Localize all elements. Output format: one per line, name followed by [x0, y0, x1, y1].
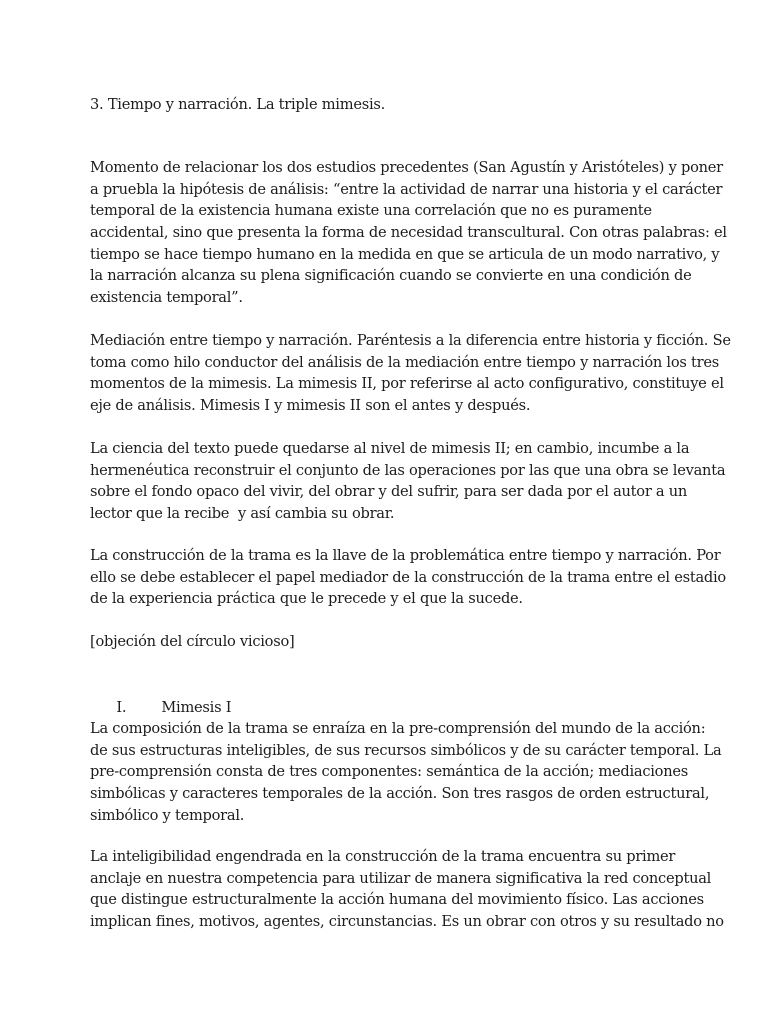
paragraph-line: existencia temporal”.: [90, 289, 243, 307]
section-paragraph-1: [90, 718, 722, 826]
paragraph-line: a prueblа la hipótesis de análisis: “entre la actividad de narrar una historia y el carácter: [90, 180, 723, 198]
paragraph-line: momentos de la mimesis. La mimesis II, por referirse al acto configurativo, constituye el: [90, 375, 724, 393]
paragraph-line: temporal de la existencia humana existe una correlación que no es puramente: [90, 202, 652, 220]
paragraph-line: toma como hilo conductor del análisis de la mediación entre tiempo y narración los tres: [90, 353, 719, 371]
paragraph-2: [90, 330, 731, 417]
paragraph-line: pre-comprensión consta de tres componentes: semántica de la acción; mediaciones: [90, 763, 688, 781]
paragraph-line: que distingue estructuralmente la acción humana del movimiento físico. Las acciones: [90, 891, 704, 909]
paragraph-line: Momento de relacionar los dos estudios precedentes (San Agustín y Aristóteles) y poner: [90, 159, 723, 176]
paragraph-objection: [90, 631, 682, 653]
paragraph-line: La construcción de la trama es la llave de la problemática entre tiempo y narración. Por: [90, 547, 721, 564]
paragraph-line: de sus estructuras inteligibles, de sus recursos simbólicos y de su carácter temporal. La: [90, 741, 722, 759]
document-heading: [90, 94, 682, 116]
paragraph-line: anclaje en nuestra competencia para utilizar de manera significativa la red conceptual: [90, 869, 712, 887]
paragraph-line: tiempo se hace tiempo humano en la medida en que se articula de un modo narrativo, y: [90, 245, 720, 263]
section-title: Mimesis I: [161, 698, 232, 716]
paragraph-line: simbólico y temporal.: [90, 806, 245, 824]
paragraph-line: eje de análisis. Mimesis I y mimesis II son el antes y después.: [90, 397, 531, 415]
paragraph-line: la narración alcanza su plena significación cuando se convierte en una condición de: [90, 267, 692, 285]
paragraph-line: accidental, sino que presenta la forma de necesidad transcultural. Con otras palabras: el: [90, 224, 727, 242]
paragraph-4: [90, 545, 726, 610]
paragraph-line: sobre el fondo opaco del vivir, del obrar y del sufrir, para ser dada por el autor a un: [90, 483, 688, 501]
section-number: I.: [116, 698, 127, 716]
paragraph-line: La ciencia del texto puede quedarse al nivel de mimesis II; en cambio, incumbe a la: [90, 440, 690, 457]
section-paragraph-2: [90, 846, 724, 933]
paragraph-line: de la experiencia práctica que le precede y el que la sucede.: [90, 590, 523, 608]
paragraph-line: La inteligibilidad engendrada en la construcción de la trama encuentra su primer: [90, 848, 676, 865]
paragraph-line: lector que la recibe y así cambia su obrar.: [90, 505, 395, 523]
paragraph-line: simbólicas y caracteres temporales de la acción. Son tres rasgos de orden estructural,: [90, 785, 710, 803]
paragraph-line: implican fines, motivos, agentes, circunstancias. Es un obrar con otros y su resultado no: [90, 913, 724, 931]
heading-text: 3. Tiempo y narración. La triple mimesis.: [90, 96, 385, 113]
paragraph-line: ello se debe establecer el papel mediador de la construcción de la trama entre el estadio: [90, 568, 726, 586]
paragraph-3: [90, 438, 726, 525]
paragraph-1: [90, 157, 727, 309]
section-heading: [90, 675, 682, 716]
paragraph-line: La composición de la trama se enraíza en la pre-comprensión del mundo de la acción:: [90, 720, 706, 737]
paragraph-line: Mediación entre tiempo y narración. Paréntesis a la diferencia entre historia y ficción. Se: [90, 332, 731, 349]
paragraph-line: [objeción del círculo vicioso]: [90, 633, 295, 650]
paragraph-line: hermenéutica reconstruir el conjunto de las operaciones por las que una obra se levanta: [90, 461, 726, 479]
